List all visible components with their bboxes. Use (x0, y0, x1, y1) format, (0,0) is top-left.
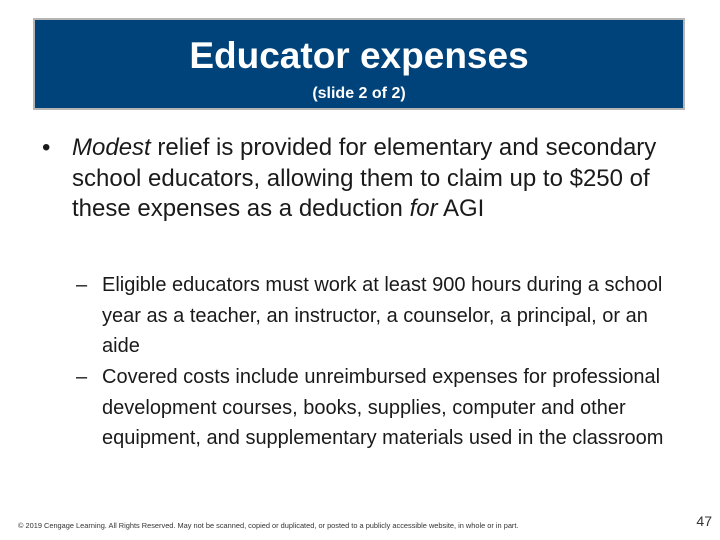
main-bullet-text (72, 133, 662, 225)
main-bullet-text-part2: AGI (437, 195, 485, 222)
main-bullet-text-part1: relief is provided for elementary and secondary school educators, allowing them to claim up to $250 of these expenses as a deduction (72, 134, 657, 222)
slide-subtitle: (slide 2 of 2) (312, 85, 406, 102)
dash-icon: – (76, 366, 88, 388)
sub-bullet-text: Covered costs include unreimbursed expenses for professional development courses, books, supplies, computer and other equipment, and supplementary materials used in the classroom (102, 366, 664, 449)
slide-title: Educator expenses (189, 35, 529, 76)
copyright-footer: © 2019 Cengage Learning. All Rights Reserved. May not be scanned, copied or duplicated, or posted to a publicly accessible website, in whole or in part. (18, 521, 519, 530)
bullet-icon: • (42, 134, 51, 161)
emphasis-for: for (409, 195, 438, 222)
page-number: 47 (696, 513, 712, 529)
emphasis-modest: Modest (72, 134, 151, 161)
title-banner (33, 18, 685, 110)
sub-bullet-text: Eligible educators must work at least 900 hours during a school year as a teacher, an instructor, a counselor, a principal, or an aide (102, 274, 663, 357)
dash-icon: – (76, 274, 88, 296)
